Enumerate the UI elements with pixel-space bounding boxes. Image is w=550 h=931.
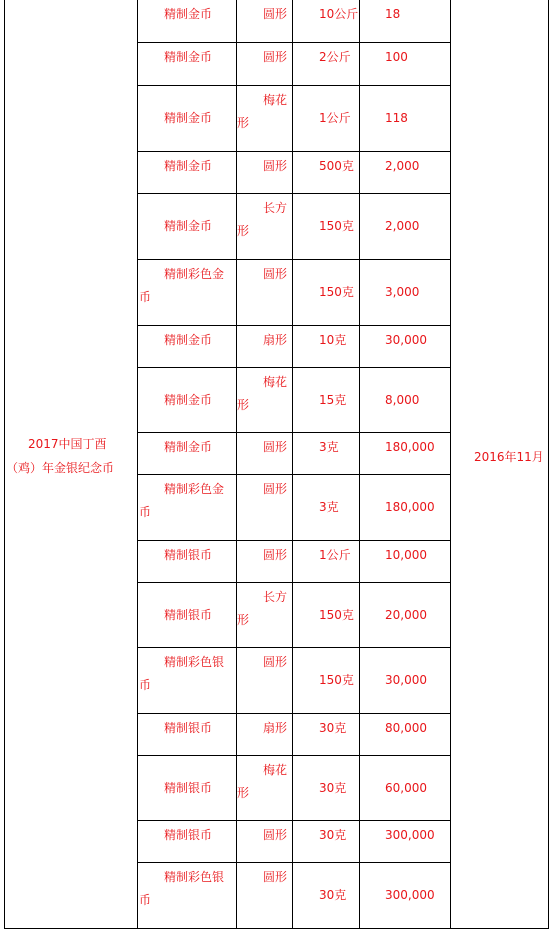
coin-shape: 圆形 [263,50,288,64]
coin-shape-line1: 梅花 [263,375,288,389]
row-border [137,325,450,326]
coin-name: 精制银币 [164,721,213,735]
coin-spec: 1公斤 [319,111,351,125]
coin-shape: 圆形 [263,267,288,281]
coin-shape-line1: 长方 [263,201,288,215]
coin-shape-line2: 形 [237,398,250,412]
coin-name: 精制银币 [164,608,213,622]
row-border [137,713,450,714]
coin-name: 精制金币 [164,393,213,407]
row-border [137,820,450,821]
coin-shape: 扇形 [263,721,288,735]
coin-shape-line2: 形 [237,224,250,238]
coin-name: 精制金币 [164,333,213,347]
coin-quantity: 18 [385,7,401,21]
column-border-0 [4,0,5,929]
coin-spec: 2公斤 [319,50,351,64]
coin-shape: 圆形 [263,440,288,454]
coin-name-line2: 币 [139,290,152,304]
coin-spec: 30克 [319,828,347,842]
coin-quantity: 300,000 [385,888,435,902]
coin-shape-line1: 梅花 [263,763,288,777]
coin-quantity: 80,000 [385,721,427,735]
coin-spec: 150克 [319,285,354,299]
coin-shape-line2: 形 [237,116,250,130]
coin-quantity: 20,000 [385,608,427,622]
column-border-2 [236,0,237,929]
coin-shape: 圆形 [263,7,288,21]
row-border [4,928,548,929]
coin-quantity: 30,000 [385,333,427,347]
column-border-5 [450,0,451,929]
coin-name-line1: 精制彩色银 [164,870,225,884]
coin-spec: 30克 [319,888,347,902]
column-border-4 [359,0,360,929]
row-border [137,582,450,583]
coin-shape: 扇形 [263,333,288,347]
row-border [137,85,450,86]
column-border-3 [292,0,293,929]
row-border [137,755,450,756]
row-border [137,367,450,368]
coin-quantity: 300,000 [385,828,435,842]
coin-name: 精制银币 [164,828,213,842]
coin-spec: 10公斤 [319,7,359,21]
coin-name-line1: 精制彩色金 [164,267,225,281]
row-border [137,647,450,648]
column-border-6 [548,0,549,929]
row-border [137,259,450,260]
coin-name-line2: 币 [139,678,152,692]
coin-quantity: 100 [385,50,408,64]
coin-shape: 圆形 [263,548,288,562]
coin-quantity: 2,000 [385,219,420,233]
row-border [137,42,450,43]
coin-name: 精制金币 [164,219,213,233]
coin-name: 精制金币 [164,111,213,125]
row-border [137,432,450,433]
coin-name: 精制金币 [164,159,213,173]
coin-quantity: 60,000 [385,781,427,795]
coin-spec: 3克 [319,500,339,514]
coin-shape: 圆形 [263,655,288,669]
coin-shape-line1: 长方 [263,590,288,604]
coin-name-line2: 币 [139,893,152,907]
coin-spec: 30克 [319,781,347,795]
coin-quantity: 10,000 [385,548,427,562]
coin-shape-line2: 形 [237,613,250,627]
coin-shape: 圆形 [263,870,288,884]
row-border [137,474,450,475]
coin-name-line1: 精制彩色金 [164,482,225,496]
coin-shape-line1: 梅花 [263,93,288,107]
coin-quantity: 3,000 [385,285,420,299]
coin-shape: 圆形 [263,828,288,842]
coin-quantity: 180,000 [385,500,435,514]
coin-name: 精制金币 [164,440,213,454]
issue-date: 2016年11月 [474,450,544,464]
coin-name-line2: 币 [139,505,152,519]
coin-quantity: 30,000 [385,673,427,687]
coin-quantity: 180,000 [385,440,435,454]
column-border-1 [137,0,138,929]
coin-spec: 1公斤 [319,548,351,562]
series-name-line2: （鸡）年金银纪念币 [6,461,115,475]
coin-name: 精制银币 [164,781,213,795]
row-border [137,862,450,863]
row-border [137,151,450,152]
coin-name: 精制金币 [164,7,213,21]
coin-spec: 500克 [319,159,354,173]
coin-shape-line2: 形 [237,786,250,800]
coin-quantity: 118 [385,111,408,125]
coin-spec: 150克 [319,673,354,687]
coin-spec: 30克 [319,721,347,735]
coin-quantity: 2,000 [385,159,420,173]
coin-spec: 150克 [319,219,354,233]
coin-spec: 15克 [319,393,347,407]
coin-name: 精制金币 [164,50,213,64]
coin-shape: 圆形 [263,482,288,496]
coin-quantity: 8,000 [385,393,420,407]
row-border [137,193,450,194]
coin-shape: 圆形 [263,159,288,173]
coin-spec: 3克 [319,440,339,454]
coin-spec: 10克 [319,333,347,347]
coin-name: 精制银币 [164,548,213,562]
row-border [137,540,450,541]
coin-name-line1: 精制彩色银 [164,655,225,669]
series-name-line1: 2017中国丁酉 [28,437,107,451]
coin-spec: 150克 [319,608,354,622]
